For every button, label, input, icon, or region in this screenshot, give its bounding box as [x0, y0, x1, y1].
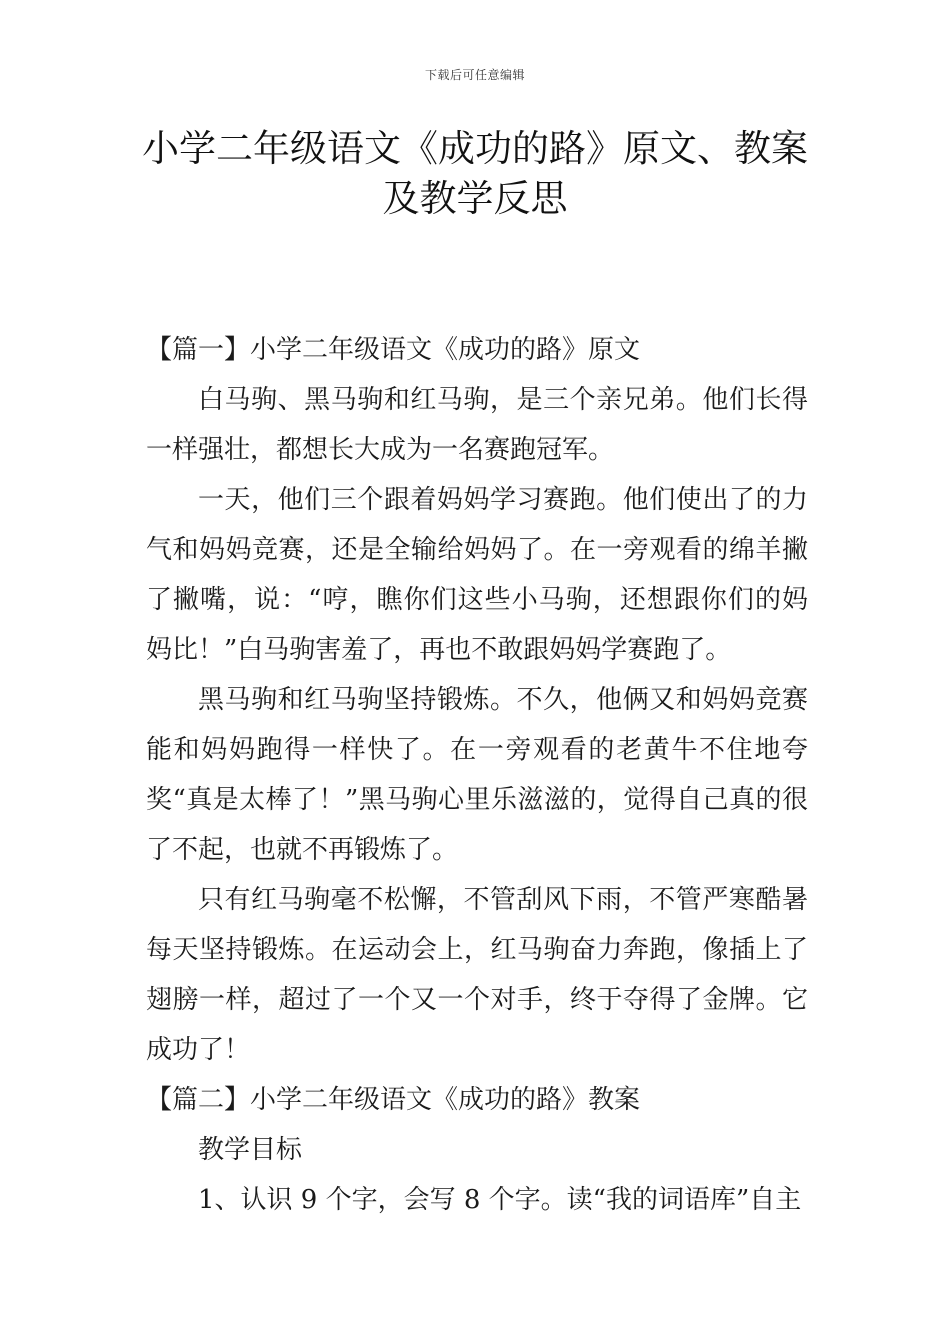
- title-line-1: 小学二年级语文《成功的路》原文、教案: [142, 127, 808, 170]
- paragraph-2: 一天，他们三个跟着妈妈学习赛跑。他们使出了的力气和妈妈竞赛，还是全输给妈妈了。在一旁观看的绵羊撇了撇嘴，说：“哼，瞧你们这些小马驹，还想跟你们的妈妈比！”白马驹害羞了，再也不敢跟妈妈学赛跑了。: [146, 485, 808, 665]
- paragraph-3: 黑马驹和红马驹坚持锻炼。不久，他俩又和妈妈竞赛能和妈妈跑得一样快了。在一旁观看的老黄牛不住地夸奖“真是太棒了！”黑马驹心里乐滋滋的，觉得自己真的很了不起，也就不再锻炼了。: [146, 685, 808, 865]
- goal-item-1: 1、认识 9 个字，会写 8 个字。读“我的词语库”自主: [198, 1185, 802, 1215]
- document-body: [146, 325, 808, 1225]
- section-1-heading: 【篇一】小学二年级语文《成功的路》原文: [146, 335, 641, 365]
- paragraph-1: 白马驹、黑马驹和红马驹，是三个亲兄弟。他们长得一样强壮，都想长大成为一名赛跑冠军。: [146, 385, 808, 465]
- title-line-2: 及教学反思: [382, 177, 568, 220]
- section-2-heading: 【篇二】小学二年级语文《成功的路》教案: [146, 1085, 641, 1115]
- header-note: 下载后可任意编辑: [424, 68, 525, 82]
- paragraph-4: 只有红马驹毫不松懈，不管刮风下雨，不管严寒酷暑每天坚持锻炼。在运动会上，红马驹奋力奔跑，像插上了翅膀一样，超过了一个又一个对手，终于夺得了金牌。它成功了！: [146, 885, 808, 1065]
- teaching-goal-label: 教学目标: [198, 1135, 303, 1165]
- document-title: [100, 124, 850, 224]
